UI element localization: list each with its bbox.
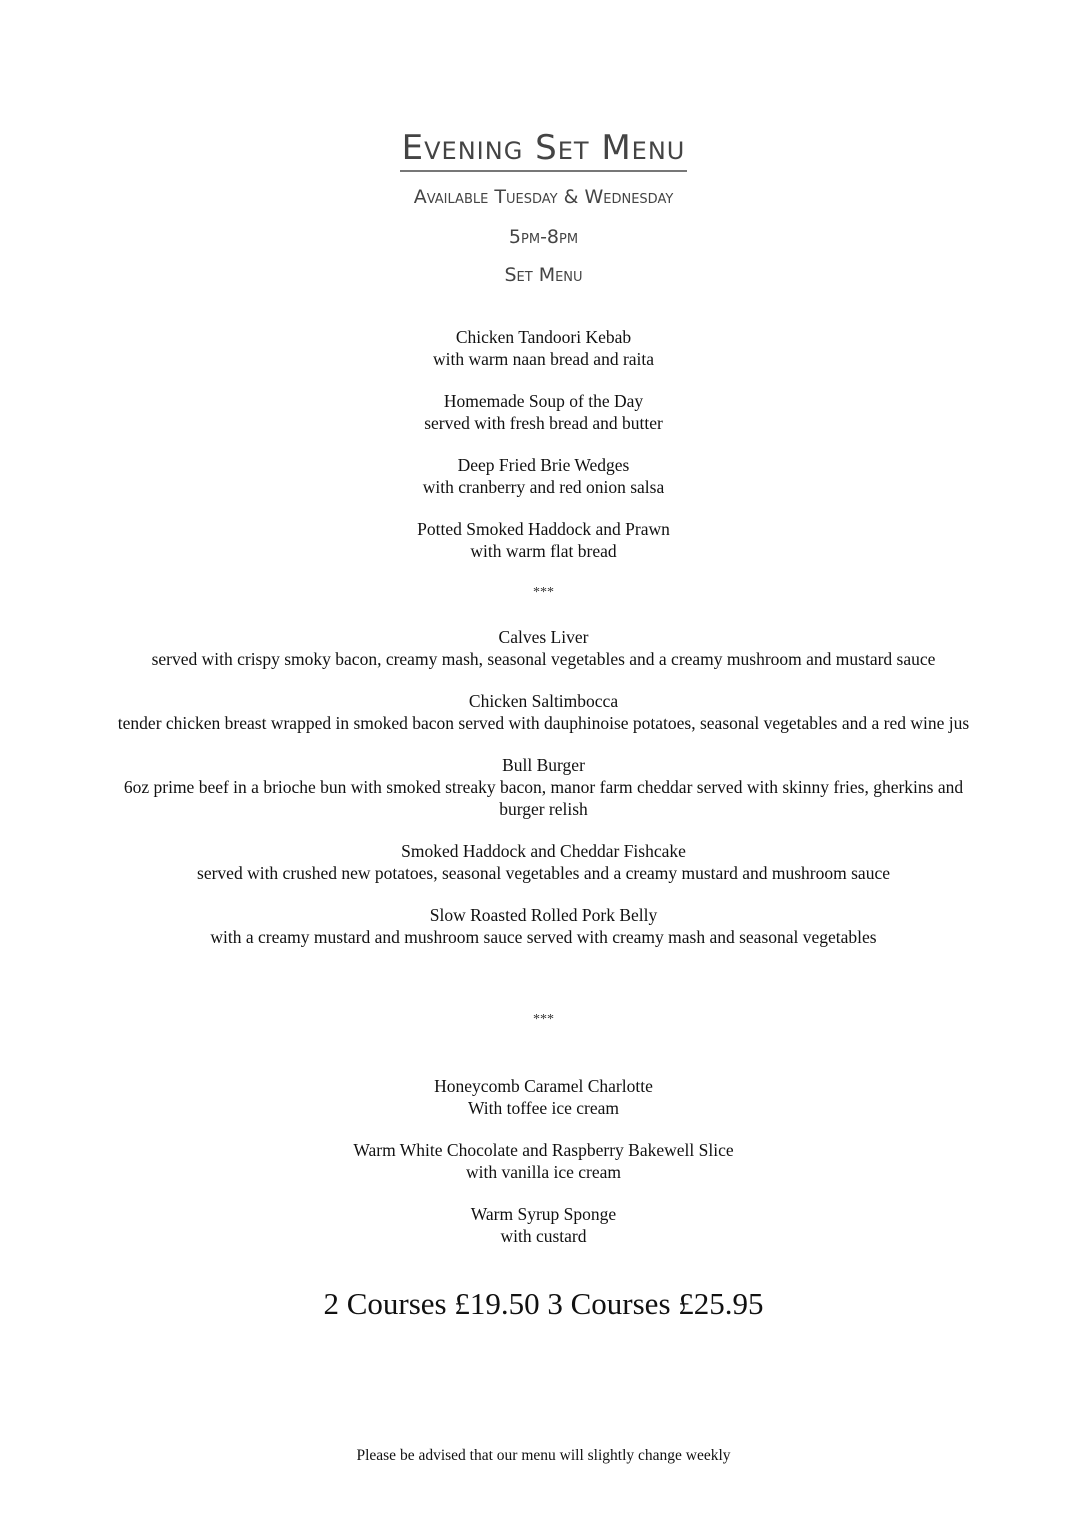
dessert-item [100,1203,987,1247]
dish-description: 6oz prime beef in a brioche bun with smoked streaky bacon, manor farm cheddar served with skinny fries, gherkins and burger relish [123,777,964,819]
dish-description: with a creamy mustard and mushroom sauce served with creamy mash and seasonal vegetables [210,927,877,947]
availability-hours: 5pm-8pm [508,226,579,248]
dish-description: served with crushed new potatoes, seasonal vegetables and a creamy mustard and mushroom sauce [197,863,890,883]
dish-description: with vanilla ice cream [466,1162,621,1182]
starter-item [100,390,987,434]
dish-name: Chicken Tandoori Kebab [455,327,632,347]
dish-description: tender chicken breast wrapped in smoked bacon served with dauphinoise potatoes, seasonal vegetables and a red wine jus [117,713,970,733]
dish-name: Warm White Chocolate and Raspberry Bakewell Slice [353,1140,734,1160]
dish-description: served with fresh bread and butter [424,413,663,433]
dish-description: with custard [500,1226,587,1246]
availability-days: Available Tuesday & Wednesday [413,186,674,208]
dessert-item [100,1075,987,1119]
course-separator: *** [533,1012,554,1027]
main-item [100,904,987,948]
dish-description: served with crispy smoky bacon, creamy mash, seasonal vegetables and a creamy mushroom and mustard sauce [151,649,936,669]
course-separator: *** [533,585,554,600]
dish-name: Warm Syrup Sponge [470,1204,617,1224]
dish-name: Homemade Soup of the Day [443,391,644,411]
dish-description: with cranberry and red onion salsa [422,477,665,497]
dish-name: Potted Smoked Haddock and Prawn [417,519,670,539]
dish-name: Honeycomb Caramel Charlotte [434,1076,653,1096]
dish-name: Chicken Saltimbocca [468,691,619,711]
dish-description: With toffee ice cream [467,1098,620,1118]
starter-item [100,454,987,498]
dish-name: Calves Liver [498,627,589,647]
menu-title [0,128,1087,168]
main-item [100,754,987,820]
dessert-item [100,1139,987,1183]
dish-description: with warm naan bread and raita [432,349,655,369]
dish-name: Slow Roasted Rolled Pork Belly [429,905,658,925]
dish-name: Smoked Haddock and Cheddar Fishcake [401,841,686,861]
desserts-section [100,1075,987,1267]
main-item [100,626,987,670]
dish-name: Deep Fried Brie Wedges [457,455,630,475]
main-item [100,840,987,884]
starter-item [100,518,987,562]
pricing: 2 Courses £19.50 3 Courses £25.95 [323,1286,764,1321]
dish-name: Bull Burger [502,755,585,775]
menu-title-text: Evening Set Menu [400,128,688,172]
menu-subtitle: Set Menu [504,264,583,286]
footer-note: Please be advised that our menu will slightly change weekly [356,1447,731,1464]
starters-section [100,326,987,582]
mains-section [100,626,987,968]
starter-item [100,326,987,370]
main-item [100,690,987,734]
dish-description: with warm flat bread [470,541,617,561]
